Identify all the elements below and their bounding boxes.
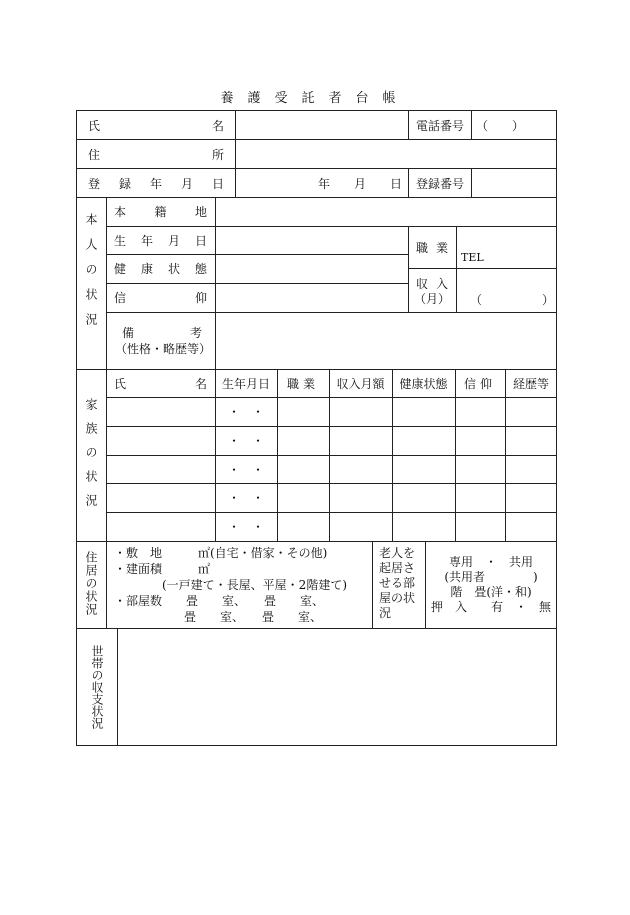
reg-date-value[interactable]: 年 月 日: [318, 177, 403, 191]
self-section-title: 本人の状況: [84, 213, 98, 338]
row-divider: [106, 397, 557, 398]
name-label: 氏 名: [88, 119, 224, 133]
room-use-line: 専用 ・ 共用: [448, 555, 533, 569]
birth-label: 生 年 月 日: [114, 234, 207, 248]
row-divider: [76, 139, 557, 140]
row-divider: [106, 283, 408, 284]
family-header-health: 健康状態: [399, 377, 448, 391]
row-divider: [76, 197, 557, 198]
col-divider: [235, 110, 236, 197]
row-divider: [106, 426, 557, 427]
room-sharer-line: (共用者 ): [444, 570, 538, 584]
family-header-income: 収入月額: [336, 377, 385, 391]
family-row-birth-dots[interactable]: ・ ・: [227, 491, 264, 505]
room-label: 老人を起居させる部屋の状況: [379, 546, 416, 620]
room-closet-line: 押 入 有 ・ 無: [430, 600, 551, 614]
col-divider: [372, 541, 373, 628]
row-divider: [106, 254, 408, 255]
section-divider: [76, 369, 557, 370]
remarks-note: （性格・略歴等）: [115, 342, 212, 356]
family-header-name: 氏 名: [114, 377, 207, 391]
health-label: 健 康 状 態: [114, 262, 207, 276]
col-divider: [471, 168, 472, 197]
room-floor-line: 階 畳(洋・和): [450, 585, 532, 599]
row-divider: [106, 226, 557, 227]
housing-type-line: (一戸建て・長屋、平屋・2階建て): [162, 578, 347, 592]
remarks-label: 備 考: [122, 326, 202, 340]
job-label: 職 業: [416, 241, 448, 255]
income-label: 収 入: [416, 277, 448, 291]
income-value[interactable]: （ ）: [470, 293, 555, 307]
col-divider: [117, 628, 118, 746]
col-divider: [408, 226, 409, 312]
family-header-faith: 信仰: [463, 377, 496, 391]
family-row-birth-dots[interactable]: ・ ・: [227, 463, 264, 477]
income-month-label: （月）: [414, 292, 451, 306]
family-header-history: 経歴等: [512, 377, 549, 391]
section-divider: [76, 628, 557, 629]
family-row-birth-dots[interactable]: ・ ・: [227, 520, 264, 534]
reg-date-label: 登 録 年 月 日: [88, 177, 224, 191]
address-label: 住 所: [88, 148, 224, 162]
household-section-title: 世帯の収支状況: [90, 645, 104, 729]
row-divider: [106, 312, 557, 313]
housing-rooms-line: ・部屋数 畳 室、 畳 室、: [114, 594, 325, 608]
reg-no-label: 登録番号: [416, 177, 465, 191]
phone-value[interactable]: （ ）: [476, 119, 525, 133]
housing-section-title: 住居の状況: [84, 551, 98, 616]
row-divider: [76, 168, 557, 169]
faith-label: 信 仰: [114, 291, 207, 305]
housing-rooms-line-2: 畳 室、 畳 室、: [184, 610, 323, 624]
col-divider: [471, 110, 472, 139]
phone-label: 電話番号: [416, 119, 465, 133]
col-divider: [456, 226, 457, 312]
tel-label: TEL: [461, 251, 484, 264]
housing-area-line: ・建面積 ㎡: [114, 562, 211, 576]
housing-site-line: ・敷 地 ㎡(自宅・借家・その他): [114, 546, 328, 560]
form-title: 養護受託者台帳: [220, 91, 410, 106]
family-row-birth-dots[interactable]: ・ ・: [227, 434, 264, 448]
row-divider: [106, 512, 557, 513]
family-header-birth: 生年月日: [221, 377, 270, 391]
honseki-label: 本 籍 地: [114, 205, 207, 219]
section-divider: [76, 541, 557, 542]
family-row-birth-dots[interactable]: ・ ・: [227, 405, 264, 419]
family-header-job: 職業: [286, 377, 319, 391]
row-divider: [408, 268, 557, 269]
col-divider: [408, 110, 409, 139]
family-section-title: 家族の状況: [84, 398, 98, 518]
col-divider: [106, 197, 107, 628]
row-divider: [106, 483, 557, 484]
row-divider: [106, 455, 557, 456]
col-divider: [408, 168, 409, 197]
